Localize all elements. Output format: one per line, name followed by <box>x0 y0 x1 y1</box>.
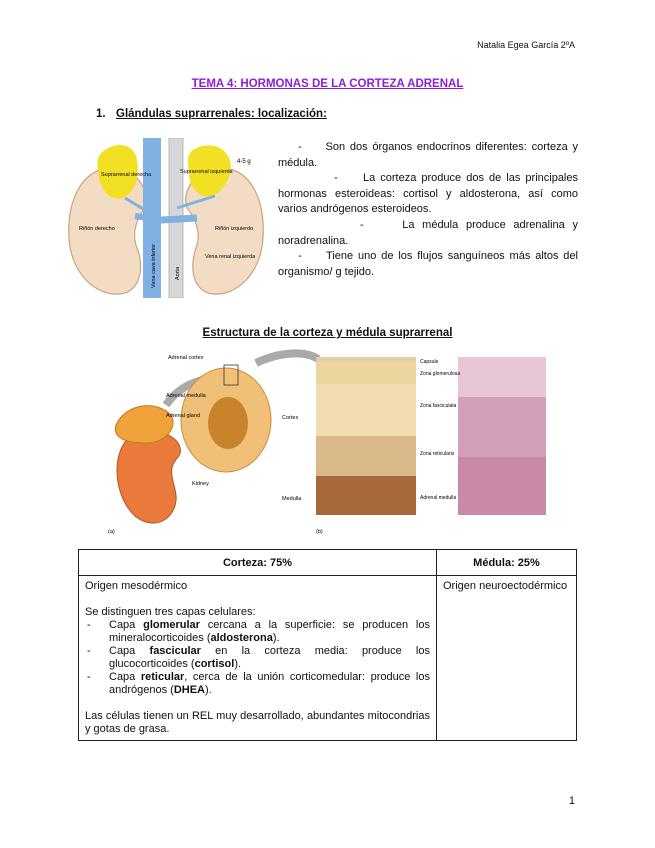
layer-item: - Capa glomerular cercana a la superficie: se producen los mineralocorticoides (aldosterona). <box>109 619 430 645</box>
section-heading-text: Glándulas suprarrenales: localización: <box>116 108 327 120</box>
medulla-header: Médula: 25% <box>437 550 577 576</box>
right-kidney-label: Riñón derecho <box>79 226 115 232</box>
medulla-cell <box>437 576 577 741</box>
zona-reticularis-label: Zona reticularis <box>420 451 455 457</box>
bullet-item: - Son dos órganos endocrinos diferentes: corteza y médula. <box>278 141 578 169</box>
section-number: 1. <box>96 108 106 120</box>
page-number: 1 <box>568 795 575 807</box>
bullet-item: - Tiene uno de los flujos sanguíneos más altos del organismo/ g tejido. <box>278 250 578 278</box>
panel-b-label: (b) <box>316 529 323 535</box>
author-header: Natalia Egea García 2ºA <box>477 40 575 50</box>
adrenal-medulla-label: Adrenal medulla <box>166 393 206 399</box>
adrenal-cortex-label: Adrenal cortex <box>168 355 204 361</box>
adrenal-location-figure <box>65 138 267 298</box>
cortex-layers-list <box>85 619 430 697</box>
right-gland-label: Suprarrenal derecha <box>101 172 152 178</box>
cortex-cell <box>79 576 437 741</box>
weight-label: 4-5 g <box>237 159 251 165</box>
cortex-intro: Se distinguen tres capas celulares: <box>85 606 256 618</box>
zona-glomerulosa-label: Zona glomerulosa <box>420 371 461 377</box>
section1-bullets <box>278 140 578 280</box>
left-gland-label: Suprarrenal izquierda <box>180 169 233 175</box>
medulla-origin: Origen neuroectodérmico <box>443 580 568 592</box>
document-title: TEMA 4: HORMONAS DE LA CORTEZA ADRENAL <box>191 78 464 90</box>
aorta-label: Aorta <box>175 266 181 280</box>
bullet-item: - La corteza produce dos de las principales hormonas esteroideas: cortisol y aldosterona, así como varios andrógenos esteroideos. <box>278 172 578 216</box>
kidney-label: Kidney <box>192 481 209 487</box>
adrenal-medulla-b-label: Adrenal medulla <box>420 495 457 501</box>
adrenal-gland-label: Adrenal gland <box>166 413 200 419</box>
renal-vein-label: Vena renal izquierda <box>205 254 256 260</box>
structure-subtitle: Estructura de la corteza y médula suprarrenal <box>202 327 453 339</box>
panel-a-label: (a) <box>108 529 115 535</box>
cortex-label: Cortex <box>282 415 299 421</box>
cortex-outro: Las células tienen un REL muy desarrollado, abundantes mitocondrias y gotas de grasa. <box>85 710 430 735</box>
layer-item: - Capa reticular, cerca de la unión corticomedular: produce los andrógenos (DHEA). <box>109 671 430 697</box>
vena-cava-label: Vena cava inferior <box>151 243 157 288</box>
left-kidney-label: Riñón izquierdo <box>215 226 254 232</box>
medulla-label: Medulla <box>282 496 302 502</box>
cortex-medulla-table <box>78 549 577 741</box>
adrenal-structure-figure <box>106 345 550 538</box>
layer-item: - Capa fascicular en la corteza media: produce los glucocorticoides (cortisol). <box>109 645 430 671</box>
cortex-header: Corteza: 75% <box>79 550 437 576</box>
capsule-label: Capsule <box>420 359 439 365</box>
zona-fasciculata-label: Zona fasciculata <box>420 403 457 409</box>
section-heading <box>96 108 327 120</box>
cortex-origin: Origen mesodérmico <box>85 580 188 592</box>
bullet-item: - La médula produce adrenalina y noradrenalina. <box>278 218 578 247</box>
